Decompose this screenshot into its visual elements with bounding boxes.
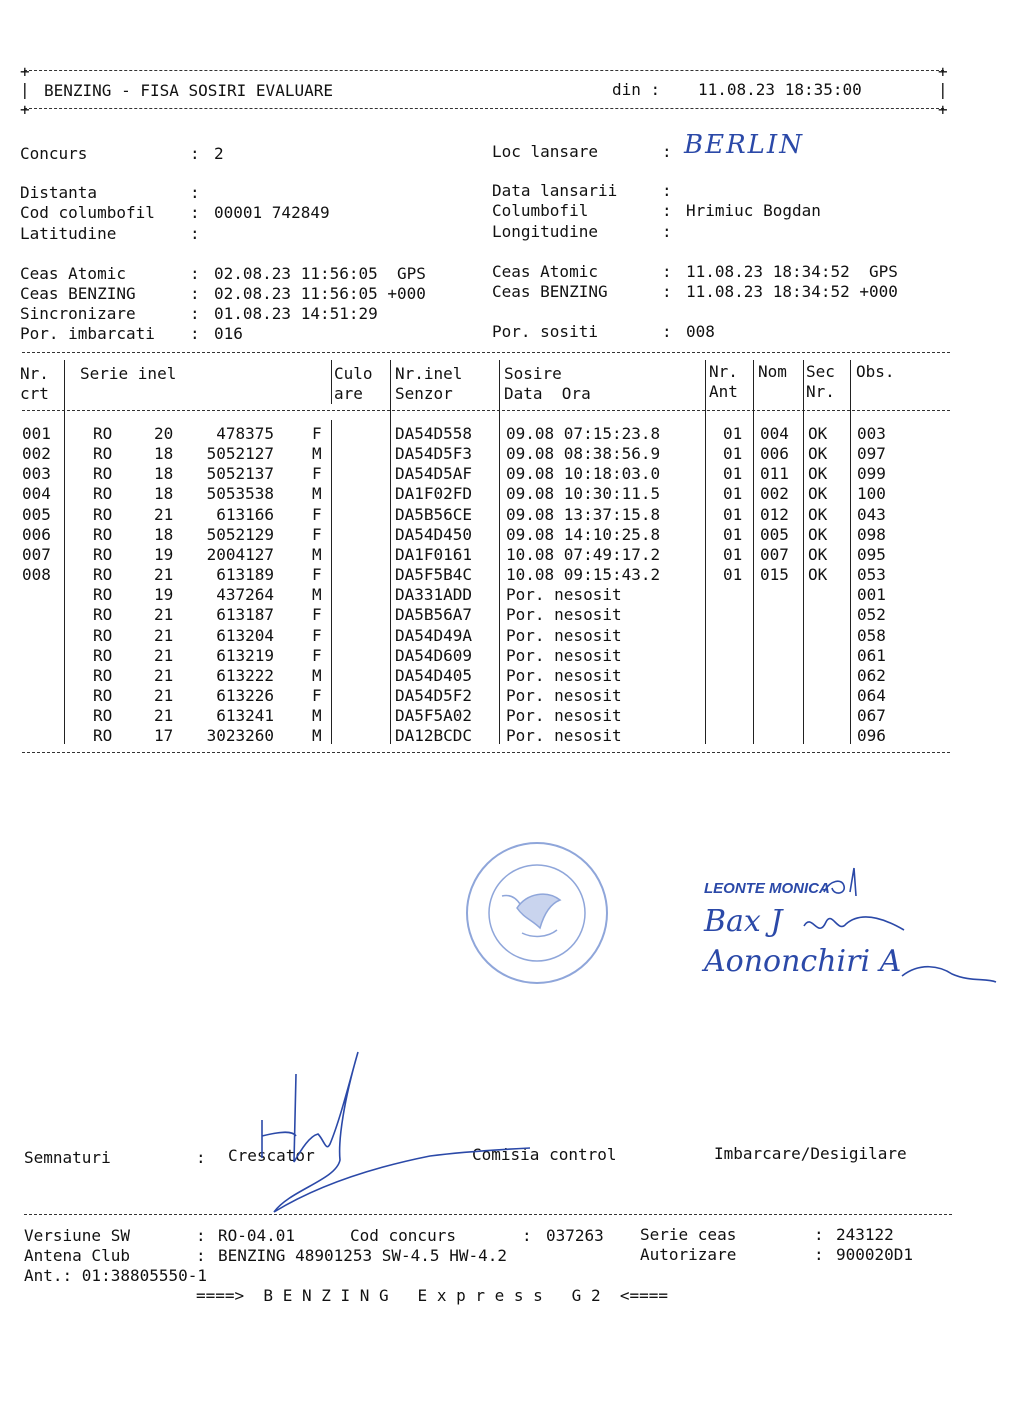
date-value: 11.08.23 18:35:00 xyxy=(698,80,862,99)
imbarcati-value: 016 xyxy=(214,324,243,343)
cod-columbofil-label: Cod columbofil xyxy=(20,203,155,222)
row-obs: 097 xyxy=(857,444,886,464)
stamp-signature-scribble xyxy=(820,862,890,902)
row-obs: 099 xyxy=(857,464,886,484)
row-sex: M xyxy=(312,544,322,564)
date-label: din : xyxy=(612,80,661,99)
row-nr: 613166 xyxy=(216,504,274,524)
row-obs: 095 xyxy=(857,544,886,564)
signatures-label: Semnaturi xyxy=(24,1148,111,1167)
serie-ceas-label: Serie ceas xyxy=(640,1225,737,1244)
handwritten-line-2-scribble xyxy=(800,904,910,944)
colon: : xyxy=(190,324,200,343)
header-top-border xyxy=(24,70,944,71)
row-tara: RO xyxy=(93,685,113,705)
row-sec: OK xyxy=(808,444,828,464)
row-ant: 01 xyxy=(723,524,743,544)
handwritten-line-3-scribble xyxy=(900,952,1000,992)
sincronizare-label: Sincronizare xyxy=(20,304,136,323)
row-obs: 058 xyxy=(857,625,886,645)
footer-rule xyxy=(24,1214,952,1215)
th-serie-inel: Serie inel xyxy=(80,364,177,383)
row-obs: 062 xyxy=(857,665,886,685)
colon: : xyxy=(662,262,672,281)
handwritten-line-2: Bax J xyxy=(704,904,783,939)
row-tara: RO xyxy=(93,625,113,645)
row-senzor: DA54D49A xyxy=(395,625,473,645)
serie-ceas-value: 243122 xyxy=(836,1225,894,1244)
table-row xyxy=(0,545,1024,565)
row-tara: RO xyxy=(93,424,113,443)
table-row xyxy=(0,585,1024,605)
row-tara: RO xyxy=(93,585,113,605)
row-an: 21 xyxy=(154,565,174,585)
row-ant: 01 xyxy=(723,544,743,564)
header-left-bar: | xyxy=(20,80,30,99)
versiune-value: RO-04.01 xyxy=(218,1226,296,1245)
row-tara: RO xyxy=(93,605,113,625)
row-ant: 01 xyxy=(723,504,743,524)
imbarcati-label: Por. imbarcati xyxy=(20,324,155,343)
row-ant: 01 xyxy=(723,484,743,504)
th-data-ora: Data Ora xyxy=(504,384,591,403)
longitudine-label: Longitudine xyxy=(492,222,598,241)
row-sosire: 09.08 13:37:15.8 xyxy=(506,504,661,524)
row-an: 21 xyxy=(154,706,174,726)
row-sosire: 09.08 07:15:23.8 xyxy=(506,424,661,443)
colon: : xyxy=(190,264,200,283)
row-nr: 613222 xyxy=(216,665,274,685)
row-tara: RO xyxy=(93,665,113,685)
row-sosire: Por. nesosit xyxy=(506,706,622,726)
th-culoare-2: are xyxy=(334,384,363,403)
sositi-label: Por. sositi xyxy=(492,322,598,341)
ceas-atomic-left-label: Ceas Atomic xyxy=(20,264,126,283)
colon: : xyxy=(196,1226,206,1245)
autorizare-value: 900020D1 xyxy=(836,1245,914,1264)
colon: : xyxy=(190,304,200,323)
row-obs: 100 xyxy=(857,484,886,504)
columbofil-value: Hrimiuc Bogdan xyxy=(686,201,821,220)
row-tara: RO xyxy=(93,645,113,665)
row-senzor: DA54D450 xyxy=(395,524,473,544)
ceas-atomic-right-label: Ceas Atomic xyxy=(492,262,598,281)
row-sosire: 09.08 08:38:56.9 xyxy=(506,444,661,464)
row-sosire: Por. nesosit xyxy=(506,726,622,746)
row-nom: 011 xyxy=(760,464,789,484)
header-corner-tl: + xyxy=(20,62,30,81)
th-sec: Sec xyxy=(806,362,835,381)
th-senzor: Senzor xyxy=(395,384,453,403)
row-senzor: DA54D558 xyxy=(395,424,473,443)
row-obs: 064 xyxy=(857,685,886,705)
header-bottom-border xyxy=(24,108,944,109)
row-an: 18 xyxy=(154,524,174,544)
row-nr: 5053538 xyxy=(206,484,274,504)
row-sec: OK xyxy=(808,524,828,544)
colon: : xyxy=(662,222,672,241)
page-title: BENZING - FISA SOSIRI EVALUARE xyxy=(44,81,333,100)
columbofil-label: Columbofil xyxy=(492,201,589,220)
row-obs: 096 xyxy=(857,726,886,746)
row-nom: 005 xyxy=(760,524,789,544)
signature-imbarcare-label: Imbarcare/Desigilare xyxy=(714,1144,907,1163)
row-an: 19 xyxy=(154,585,174,605)
row-obs: 053 xyxy=(857,565,886,585)
row-tara: RO xyxy=(93,726,113,746)
row-senzor: DA5F5B4C xyxy=(395,565,473,585)
row-senzor: DA5B56A7 xyxy=(395,605,473,625)
row-crt: 003 xyxy=(22,464,51,484)
row-an: 21 xyxy=(154,504,174,524)
row-ant: 01 xyxy=(723,464,743,484)
antenna-line: Ant.: 01:38805550-1 xyxy=(24,1266,208,1285)
table-bottom-rule xyxy=(22,752,950,753)
table-row xyxy=(0,484,1024,504)
autorizare-label: Autorizare xyxy=(640,1245,737,1264)
row-sex: M xyxy=(312,706,322,726)
row-obs: 001 xyxy=(857,585,886,605)
sositi-value: 008 xyxy=(686,322,715,341)
row-tara: RO xyxy=(93,706,113,726)
colon: : xyxy=(190,183,200,202)
row-sex: F xyxy=(312,424,322,443)
row-senzor: DA54D609 xyxy=(395,645,473,665)
row-tara: RO xyxy=(93,544,113,564)
colon: : xyxy=(662,322,672,341)
row-tara: RO xyxy=(93,444,113,464)
row-sex: F xyxy=(312,565,322,585)
row-nom: 006 xyxy=(760,444,789,464)
row-sosire: Por. nesosit xyxy=(506,645,622,665)
concurs-value: 2 xyxy=(214,144,224,163)
row-nr: 613187 xyxy=(216,605,274,625)
ceas-benzing-left-value: 02.08.23 11:56:05 +000 xyxy=(214,284,426,303)
row-sex: M xyxy=(312,665,322,685)
row-sex: F xyxy=(312,524,322,544)
row-ant: 01 xyxy=(723,565,743,585)
row-nr: 613189 xyxy=(216,565,274,585)
row-senzor: DA54D5F3 xyxy=(395,444,473,464)
colon: : xyxy=(196,1246,206,1265)
th-obs: Obs. xyxy=(856,362,895,381)
row-nr: 437264 xyxy=(216,585,274,605)
th-nom: Nom xyxy=(758,362,787,381)
row-sosire: Por. nesosit xyxy=(506,625,622,645)
row-senzor: DA54D5AF xyxy=(395,464,473,484)
row-sex: M xyxy=(312,444,322,464)
colon: : xyxy=(662,181,672,200)
row-crt: 008 xyxy=(22,565,51,585)
row-obs: 067 xyxy=(857,706,886,726)
row-an: 19 xyxy=(154,544,174,564)
row-sex: F xyxy=(312,504,322,524)
row-senzor: DA5F5A02 xyxy=(395,706,473,726)
row-sec: OK xyxy=(808,424,828,443)
th-nr-crt-2: crt xyxy=(20,384,49,403)
colon: : xyxy=(522,1226,532,1245)
table-row xyxy=(0,444,1024,464)
colon: : xyxy=(190,224,200,243)
th-nr-crt: Nr. xyxy=(20,364,49,383)
signatures-colon: : xyxy=(196,1148,206,1167)
cod-concurs-value: 037263 xyxy=(546,1226,604,1245)
row-nr: 2004127 xyxy=(206,544,274,564)
row-senzor: DA54D405 xyxy=(395,665,473,685)
row-tara: RO xyxy=(93,484,113,504)
colon: : xyxy=(662,142,672,161)
latitudine-label: Latitudine xyxy=(20,224,117,243)
th-nr-ant: Nr. xyxy=(709,362,738,381)
row-sosire: 09.08 10:18:03.0 xyxy=(506,464,661,484)
row-sex: F xyxy=(312,645,322,665)
th-ant: Ant xyxy=(709,382,738,401)
colon: : xyxy=(190,203,200,222)
row-crt: 004 xyxy=(22,484,51,504)
row-tara: RO xyxy=(93,504,113,524)
row-nr: 5052127 xyxy=(206,444,274,464)
th-sec-nr: Nr. xyxy=(806,382,835,401)
table-row xyxy=(0,686,1024,706)
row-obs: 061 xyxy=(857,645,886,665)
colon: : xyxy=(190,144,200,163)
row-senzor: DA1F0161 xyxy=(395,544,473,564)
row-an: 21 xyxy=(154,605,174,625)
data-lansarii-label: Data lansarii xyxy=(492,181,618,200)
row-nr: 5052129 xyxy=(206,524,274,544)
row-nr: 3023260 xyxy=(206,726,274,746)
row-sec: OK xyxy=(808,464,828,484)
colon: : xyxy=(190,284,200,303)
handwritten-line-3: Aononchiri A xyxy=(704,944,902,979)
row-ant: 01 xyxy=(723,424,743,443)
colon: : xyxy=(662,282,672,301)
table-row xyxy=(0,505,1024,525)
table-top-rule xyxy=(22,352,950,353)
row-sex: F xyxy=(312,464,322,484)
row-an: 21 xyxy=(154,665,174,685)
row-an: 18 xyxy=(154,444,174,464)
table-row xyxy=(0,646,1024,666)
colon: : xyxy=(814,1245,824,1264)
row-sex: F xyxy=(312,625,322,645)
loc-lansare-label: Loc lansare xyxy=(492,142,598,161)
ceas-benzing-right-value: 11.08.23 18:34:52 +000 xyxy=(686,282,898,301)
row-senzor: DA54D5F2 xyxy=(395,685,473,705)
row-obs: 052 xyxy=(857,605,886,625)
row-crt: 006 xyxy=(22,524,51,544)
row-nom: 002 xyxy=(760,484,789,504)
row-sec: OK xyxy=(808,565,828,585)
signature-crescator-label: Crescator xyxy=(228,1146,315,1165)
distanta-label: Distanta xyxy=(20,183,98,202)
row-ant: 01 xyxy=(723,444,743,464)
table-row xyxy=(0,726,1024,746)
row-nom: 015 xyxy=(760,565,789,585)
row-crt: 001 xyxy=(22,424,51,443)
header-corner-bl: + xyxy=(20,100,30,119)
col-sep xyxy=(331,360,332,404)
row-sosire: 10.08 07:49:17.2 xyxy=(506,544,661,564)
row-nr: 5052137 xyxy=(206,464,274,484)
row-sosire: 09.08 10:30:11.5 xyxy=(506,484,661,504)
th-sosire: Sosire xyxy=(504,364,562,383)
commission-stamp-name: LEONTE MONICA xyxy=(704,880,830,897)
row-nr: 613219 xyxy=(216,645,274,665)
row-tara: RO xyxy=(93,524,113,544)
versiune-label: Versiune SW xyxy=(24,1226,130,1245)
colon: : xyxy=(814,1225,824,1244)
row-crt: 002 xyxy=(22,444,51,464)
crescator-signature xyxy=(240,1040,540,1220)
ceas-benzing-right-label: Ceas BENZING xyxy=(492,282,608,301)
table-row xyxy=(0,565,1024,585)
row-sosire: Por. nesosit xyxy=(506,585,622,605)
row-sex: M xyxy=(312,585,322,605)
table-row xyxy=(0,666,1024,686)
table-row xyxy=(0,525,1024,545)
row-nom: 004 xyxy=(760,424,789,443)
row-sec: OK xyxy=(808,504,828,524)
club-stamp xyxy=(462,838,612,988)
row-crt: 007 xyxy=(22,544,51,564)
row-nom: 007 xyxy=(760,544,789,564)
row-sex: M xyxy=(312,726,322,746)
row-obs: 003 xyxy=(857,424,886,443)
header-corner-tr: + xyxy=(938,62,948,81)
row-sec: OK xyxy=(808,484,828,504)
row-nr: 478375 xyxy=(216,424,274,443)
row-obs: 098 xyxy=(857,524,886,544)
row-sosire: Por. nesosit xyxy=(506,665,622,685)
row-obs: 043 xyxy=(857,504,886,524)
row-sex: M xyxy=(312,484,322,504)
th-culoare: Culo xyxy=(334,364,373,383)
row-sec: OK xyxy=(808,544,828,564)
row-sosire: 10.08 09:15:43.2 xyxy=(506,565,661,585)
row-an: 21 xyxy=(154,685,174,705)
table-header-rule xyxy=(22,410,950,411)
row-crt: 005 xyxy=(22,504,51,524)
ceas-atomic-right-value: 11.08.23 18:34:52 GPS xyxy=(686,262,898,281)
row-sosire: 09.08 14:10:25.8 xyxy=(506,524,661,544)
th-nr-inel: Nr.inel xyxy=(395,364,463,383)
brand-line: ====> B E N Z I N G E x p r e s s G 2 <==== xyxy=(196,1286,669,1305)
signature-comisia-label: Comisia control xyxy=(472,1145,617,1164)
row-an: 17 xyxy=(154,726,174,746)
row-an: 21 xyxy=(154,645,174,665)
sincronizare-value: 01.08.23 14:51:29 xyxy=(214,304,378,323)
row-nom: 012 xyxy=(760,504,789,524)
row-sosire: Por. nesosit xyxy=(506,605,622,625)
table-row xyxy=(0,706,1024,726)
colon: : xyxy=(662,201,672,220)
row-senzor: DA5B56CE xyxy=(395,504,473,524)
row-nr: 613204 xyxy=(216,625,274,645)
row-an: 21 xyxy=(154,625,174,645)
row-an: 18 xyxy=(154,464,174,484)
antena-label: Antena Club xyxy=(24,1246,130,1265)
header-corner-br: + xyxy=(938,100,948,119)
cod-concurs-label: Cod concurs xyxy=(350,1226,456,1245)
row-senzor: DA331ADD xyxy=(395,585,473,605)
header-right-bar: | xyxy=(938,80,948,99)
table-row xyxy=(0,464,1024,484)
row-sosire: Por. nesosit xyxy=(506,685,622,705)
cod-columbofil-value: 00001 742849 xyxy=(214,203,330,222)
row-senzor: DA12BCDC xyxy=(395,726,473,746)
row-an: 20 xyxy=(154,424,174,443)
ceas-benzing-left-label: Ceas BENZING xyxy=(20,284,136,303)
row-an: 18 xyxy=(154,484,174,504)
row-tara: RO xyxy=(93,464,113,484)
concurs-label: Concurs xyxy=(20,144,88,163)
table-row xyxy=(0,605,1024,625)
ceas-atomic-left-value: 02.08.23 11:56:05 GPS xyxy=(214,264,426,283)
row-nr: 613241 xyxy=(216,706,274,726)
row-sex: F xyxy=(312,685,322,705)
row-nr: 613226 xyxy=(216,685,274,705)
loc-lansare-handwritten: BERLIN xyxy=(684,130,804,160)
row-sex: F xyxy=(312,605,322,625)
table-row xyxy=(0,626,1024,646)
table-row xyxy=(0,424,1024,444)
row-senzor: DA1F02FD xyxy=(395,484,473,504)
antena-value: BENZING 48901253 SW-4.5 HW-4.2 xyxy=(218,1246,507,1265)
row-tara: RO xyxy=(93,565,113,585)
